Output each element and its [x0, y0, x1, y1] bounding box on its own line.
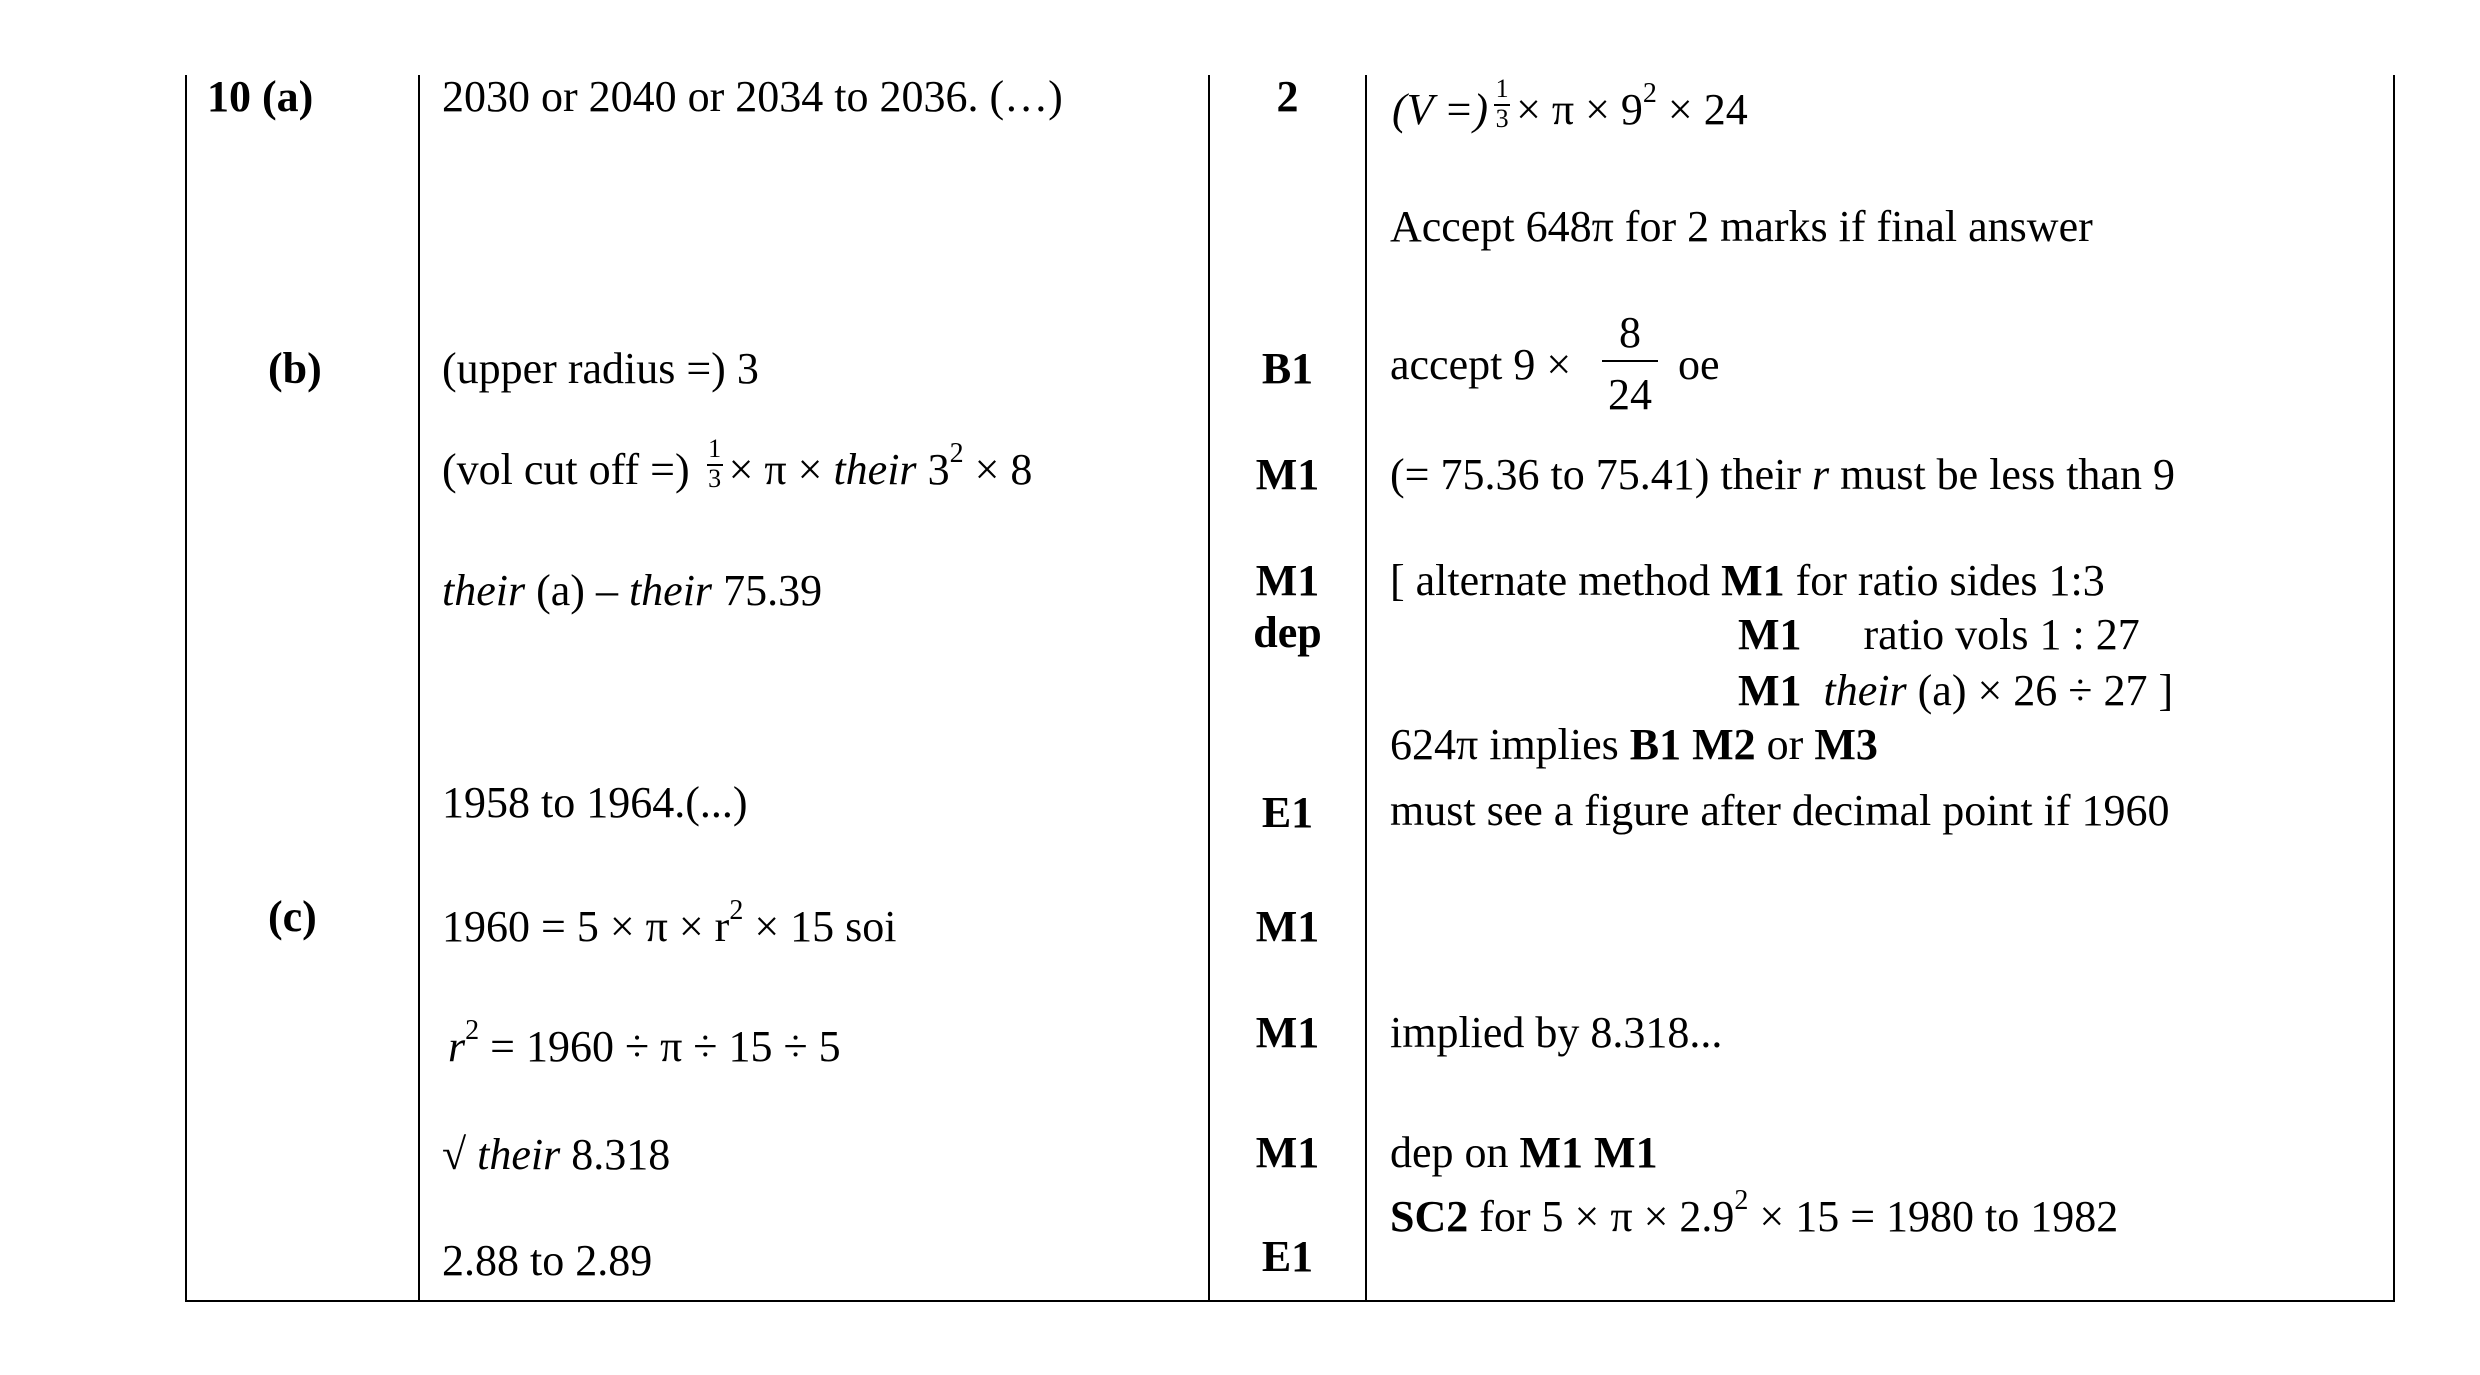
note-c-implied: implied by 8.318...	[1390, 1008, 1723, 1057]
question-number: 10 (a)	[207, 72, 314, 121]
answer-c-range: 2.88 to 2.89	[442, 1236, 653, 1285]
mark-c-m1-second: M1	[1255, 1008, 1320, 1057]
answer-c-r-squared: $r^2 = 1960 \div \pi \div 15 \div 5$	[448, 1015, 841, 1071]
mark-b-e1: E1	[1261, 788, 1314, 837]
column-divider-mark	[1365, 75, 1367, 1302]
note-c-sc2: SC2 for $5 \times \pi \times 2.9^2 \times 15 = 1980$ to 1982	[1390, 1185, 2119, 1241]
answer-c-sqrt: √ their 8.318	[442, 1130, 671, 1179]
part-b-label: (b)	[268, 344, 322, 393]
fraction-one-third: $\frac{1}{3}$	[708, 434, 722, 493]
answer-c-volume-equation: $1960 = 5 \times \pi \times r^2 \times 15$ soi	[442, 895, 897, 951]
answer-b-subtract: their (a) – their 75.39	[442, 566, 823, 615]
answer-b-upper-radius: (upper radius =) 3	[442, 344, 759, 393]
note-b-accept-prefix: accept 9 ×	[1390, 340, 1572, 389]
note-b-fraction-num: 8	[1619, 308, 1641, 357]
column-divider-part	[418, 75, 420, 1302]
note-b-fraction-bar	[1602, 360, 1658, 362]
fraction-one-third: $\frac{1}{3}$	[1495, 74, 1509, 133]
note-10a-formula-prefix: (V =)	[1392, 85, 1489, 134]
note-b-alt-ratio-vols: M1 ratio vols 1 : 27	[1738, 610, 2140, 659]
note-b-fraction-den: 24	[1608, 370, 1652, 419]
note-b-their-r: (= 75.36 to 75.41) their r must be less than 9	[1390, 450, 2175, 499]
mark-b1: B1	[1261, 344, 1314, 393]
mark-c-m1-third: M1	[1255, 1128, 1320, 1177]
note-b-oe: oe	[1678, 340, 1720, 389]
note-10a-formula-body: × π × 9	[1516, 85, 1643, 134]
note-b-alt-their-a: M1 their (a) × 26 ÷ 27 ]	[1738, 666, 2174, 715]
note-b-alt-method: [ alternate method M1 for ratio sides 1:3	[1390, 556, 2105, 605]
note-b-624pi: 624π implies B1 M2 or M3	[1390, 720, 1878, 769]
mark-b-m1: M1	[1255, 450, 1320, 499]
answer-10a: 2030 or 2040 or 2034 to 2036. (…)	[442, 72, 1063, 121]
answer-b-vol-cut-off: (vol cut off =) $\frac{1}{3}$ × π × their $3^2 \times 8$	[442, 434, 1033, 494]
mark-b-dep: dep	[1253, 608, 1322, 657]
mark-c-m1-first: M1	[1255, 902, 1320, 951]
mark-c-e1: E1	[1261, 1232, 1314, 1281]
answer-b-range: 1958 to 1964.(...)	[442, 778, 748, 827]
note-b-decimal-point: must see a figure after decimal point if 1960	[1390, 786, 2170, 835]
note-c-dep: dep on M1 M1	[1390, 1128, 1658, 1177]
mark-b-m1-dep: M1	[1255, 556, 1320, 605]
note-10a-formula: (V =) $\frac{1}{3}$ × $\pi \times 9^2 \times 24$	[1392, 74, 1748, 134]
note-10a-accept: Accept 648π for 2 marks if final answer	[1390, 202, 2093, 251]
mark-10a: 2	[1276, 72, 1299, 121]
column-divider-answer	[1208, 75, 1210, 1302]
part-c-label: (c)	[268, 892, 317, 941]
